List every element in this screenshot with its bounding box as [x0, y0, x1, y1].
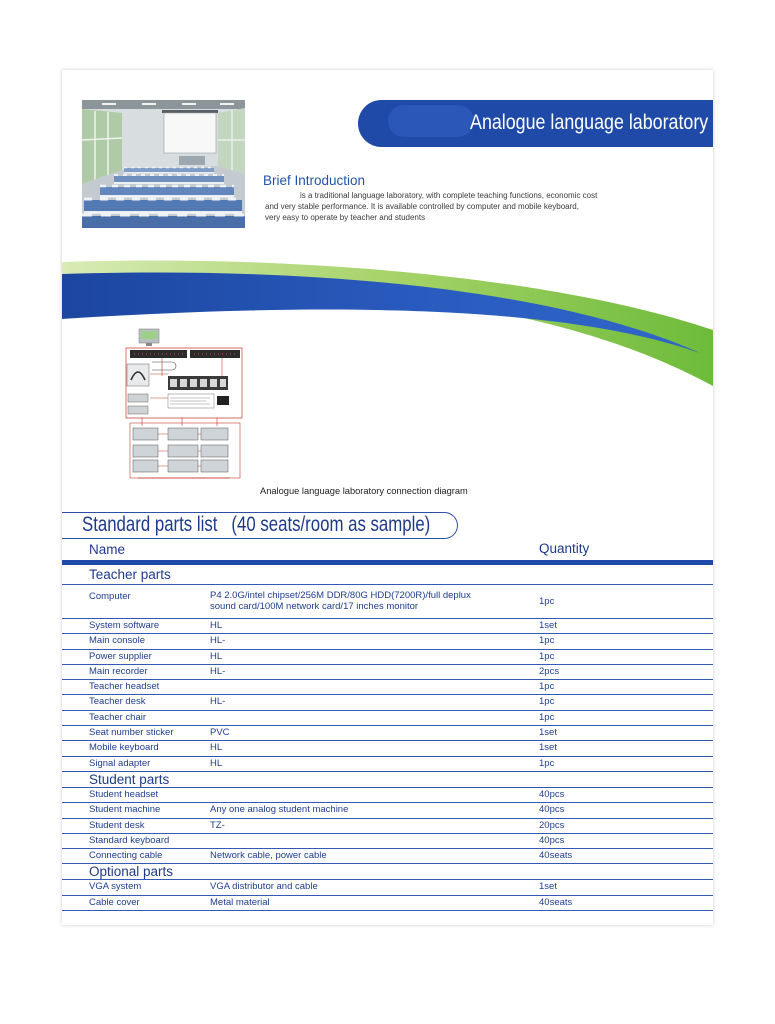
table-row [62, 757, 713, 772]
part-spec: VGA distributor and cable [210, 881, 318, 893]
table-row [62, 665, 713, 680]
part-quantity: 40pcs [539, 788, 565, 800]
part-name: Main console [89, 635, 145, 647]
part-name: Main recorder [89, 665, 148, 677]
table-row [62, 619, 713, 634]
table-row [62, 803, 713, 818]
part-name: Standard keyboard [89, 834, 170, 846]
part-spec: TZ- [210, 819, 225, 831]
part-quantity: 1set [539, 620, 557, 631]
part-quantity: 40pcs [539, 804, 565, 816]
table-row [62, 741, 713, 756]
table-row [62, 788, 713, 803]
part-spec: Metal material [210, 896, 270, 908]
section-header-student: Student parts [62, 772, 713, 788]
part-spec: HL- [210, 665, 226, 677]
part-spec: HL [210, 742, 223, 754]
part-quantity: 1set [539, 727, 557, 739]
diagram-caption: Analogue language laboratory connection diagram [260, 486, 468, 496]
parts-list-title-tab [62, 512, 458, 539]
part-spec: Any one analog student machine [210, 804, 349, 816]
part-name: Mobile keyboard [89, 742, 159, 754]
intro-text-line: very easy to operate by teacher and students [265, 213, 426, 222]
section-header-teacher: Teacher parts [62, 565, 713, 585]
table-row [62, 726, 713, 741]
table-row [62, 849, 713, 864]
part-spec: sound card/100M network card/17 inches monitor [210, 601, 419, 612]
table-row [62, 834, 713, 849]
part-quantity: 1pc [539, 681, 555, 693]
table-row [62, 585, 713, 619]
column-header-quantity: Quantity [539, 541, 590, 556]
part-spec: HL [210, 650, 223, 662]
part-name: Power supplier [89, 650, 152, 662]
page-title: Analogue language laboratory [469, 111, 708, 134]
table-row [62, 711, 713, 726]
connection-diagram [122, 328, 245, 485]
part-spec: Network cable, power cable [210, 850, 327, 862]
part-spec: P4 2.0G/intel chipset/256M DDR/80G HDD(7200R)/full deplux [210, 590, 471, 601]
column-header-name: Name [89, 542, 126, 557]
part-quantity: 1pc [539, 635, 555, 647]
part-quantity: 40seats [539, 850, 573, 862]
part-name: System software [89, 620, 160, 631]
part-name: Computer [89, 591, 131, 602]
banner-highlight [388, 105, 474, 137]
part-quantity: 1pc [539, 757, 555, 769]
classroom-photo [82, 100, 245, 228]
part-quantity: 1set [539, 881, 557, 893]
part-name: VGA system [89, 881, 142, 893]
table-row [62, 695, 713, 710]
table-row [62, 819, 713, 834]
intro-text-line: and very stable performance. It is available controlled by computer and mobile keyboard, [265, 202, 579, 211]
part-spec: HL [210, 757, 223, 769]
part-quantity: 1set [539, 742, 557, 754]
intro-heading: Brief Introduction [263, 173, 366, 188]
part-name: Teacher headset [89, 681, 160, 693]
part-quantity: 1pc [539, 696, 555, 708]
part-quantity: 1pc [539, 596, 555, 607]
part-spec: HL- [210, 635, 226, 647]
part-quantity: 1pc [539, 650, 555, 662]
header-banner [358, 100, 713, 147]
part-quantity: 20pcs [539, 819, 565, 831]
part-quantity: 1pc [539, 711, 555, 723]
part-quantity: 40seats [539, 896, 573, 908]
part-quantity: 2pcs [539, 665, 560, 677]
part-name: Teacher chair [89, 711, 147, 723]
part-quantity: 40pcs [539, 834, 565, 846]
table-row [62, 634, 713, 649]
part-name: Cable cover [89, 896, 140, 908]
part-name: Connecting cable [89, 850, 163, 862]
parts-list-title: Standard parts list (40 seats/room as sample) [82, 513, 431, 536]
part-name: Student machine [89, 804, 161, 816]
part-name: Teacher desk [89, 696, 146, 708]
table-row [62, 896, 713, 911]
section-header-optional: Optional parts [62, 864, 713, 880]
intro-text-line: is a traditional language laboratory, with complete teaching functions, economic cost [300, 191, 598, 200]
table-row [62, 880, 713, 895]
part-spec: HL- [210, 696, 226, 708]
part-name: Student desk [89, 819, 145, 831]
part-name: Signal adapter [89, 757, 151, 769]
parts-table [62, 565, 713, 911]
part-name: Seat number sticker [89, 727, 174, 739]
part-spec: HL [210, 620, 223, 631]
part-spec: PVC [210, 727, 230, 739]
part-name: Student headset [89, 788, 159, 800]
table-row [62, 650, 713, 665]
table-row [62, 680, 713, 695]
